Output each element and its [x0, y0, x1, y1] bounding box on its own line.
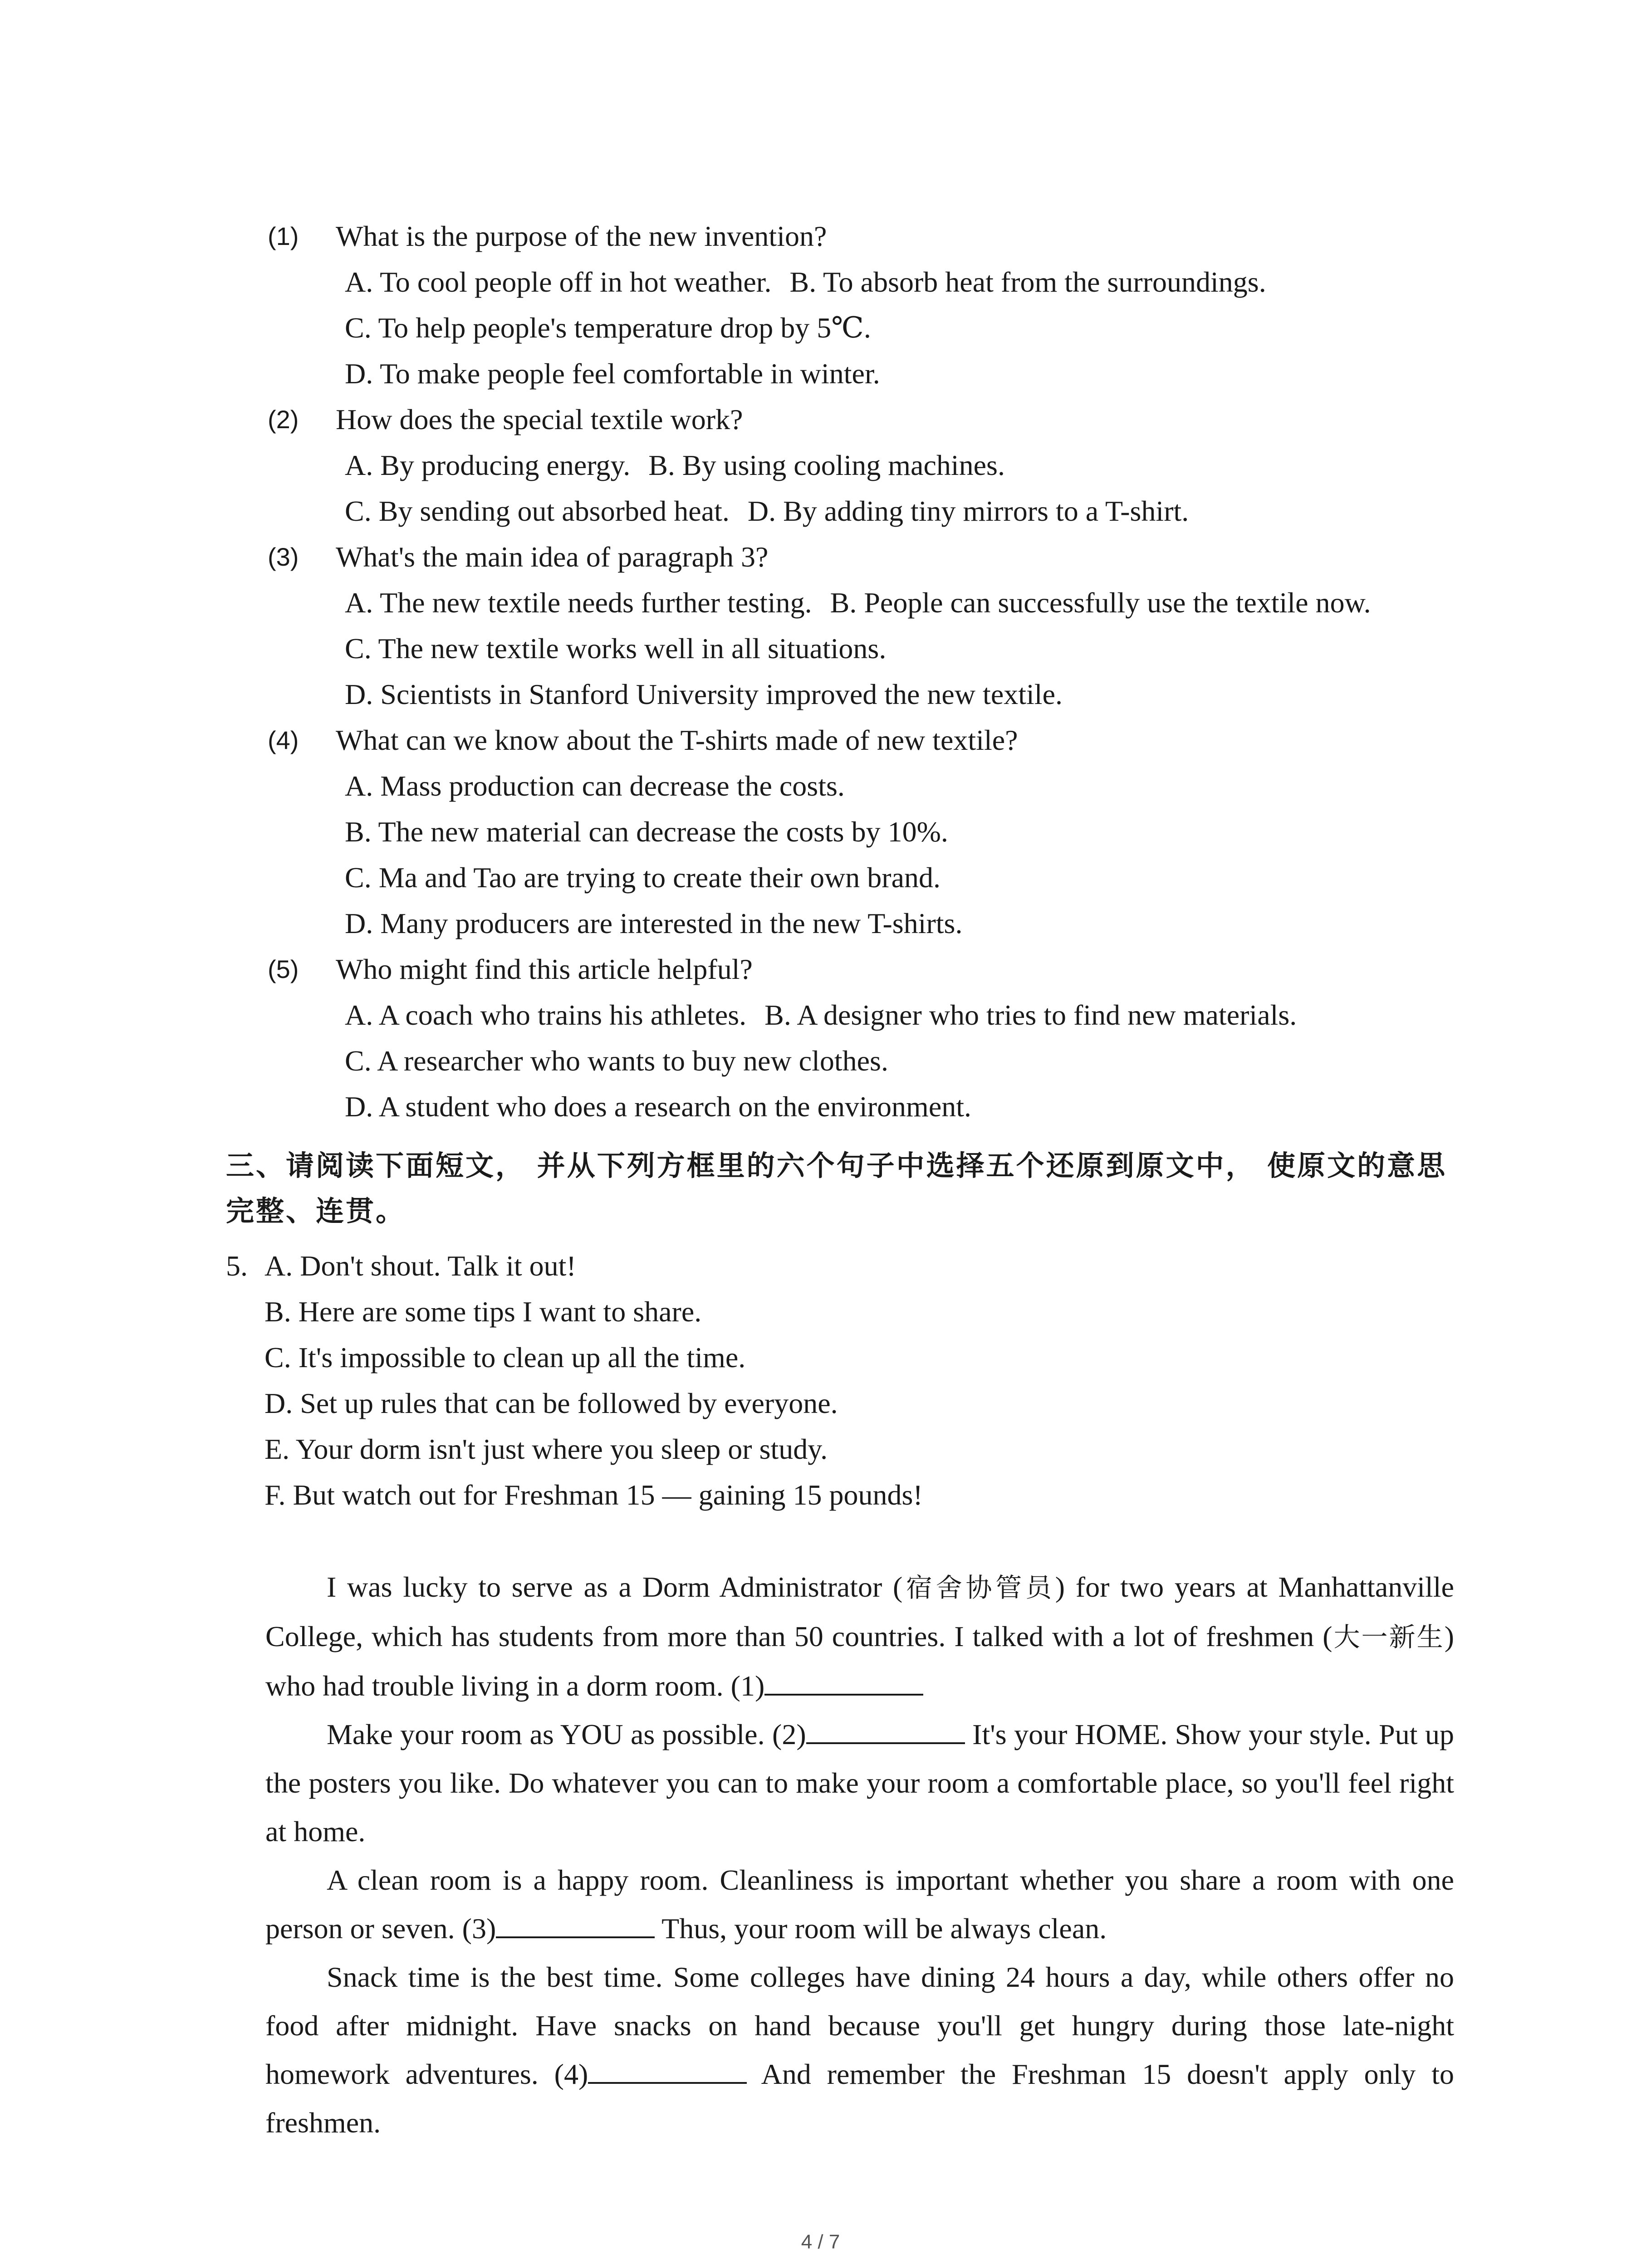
paragraph-4: Snack time is the best time. Some colleges have dining 24 hours a day, while others offer no food after midnight. Have snacks on hand because you'll get hungry during those late-night homework adventures. (4) And remember the Freshman 15 doesn't apply only to freshmen. — [265, 1961, 1455, 2139]
option-line — [268, 259, 1493, 305]
section-heading: 三、请阅读下面短文， 并从下列方框里的六个句子中选择五个还原到原文中， 使原文的意思完整、连贯。 — [226, 1149, 1447, 1227]
option-c: C. By sending out absorbed heat. — [345, 495, 730, 527]
option-line — [268, 671, 1493, 717]
reading-passage — [265, 1563, 1454, 2147]
option-line — [268, 488, 1493, 534]
option-b: B. A designer who tries to find new materials. — [764, 999, 1297, 1031]
paragraph-1: I was lucky to serve as a Dorm Administrator (宿舍协管员) for two years at Manhattanville College, which has students from more than 50 countries. I talked with a lot of freshmen (大一新生) who had trouble living in a dorm room. (1) — [265, 1571, 1454, 1702]
option-line — [268, 305, 1493, 351]
question-2 — [268, 396, 1493, 442]
option-line — [268, 855, 1493, 900]
option-c: C. Ma and Tao are trying to create their own brand. — [345, 861, 941, 894]
option-line — [268, 442, 1493, 488]
question-number: (1) — [268, 222, 299, 250]
choice-item: B. Here are some tips I want to share. — [265, 1295, 702, 1328]
option-line — [268, 1038, 1493, 1084]
option-d: D. To make people feel comfortable in winter. — [345, 357, 880, 390]
question-text: What is the purpose of the new invention? — [336, 220, 827, 252]
option-b: B. The new material can decrease the costs by 10%. — [345, 816, 948, 848]
question-4 — [268, 717, 1493, 763]
question-5 — [268, 946, 1493, 992]
option-a: A. By producing energy. — [345, 449, 631, 481]
question-text: How does the special textile work? — [336, 403, 743, 435]
question-number: (4) — [268, 726, 299, 754]
option-b: B. To absorb heat from the surroundings. — [789, 266, 1266, 298]
option-b: B. By using cooling machines. — [648, 449, 1005, 481]
choice-text: A. Don't shout. Talk it out! — [265, 1250, 576, 1282]
option-c: C. The new textile works well in all situations. — [345, 632, 887, 665]
option-line — [268, 1084, 1493, 1129]
question-list — [268, 213, 1493, 1129]
option-c: C. A researcher who wants to buy new clothes. — [345, 1045, 888, 1077]
option-a: A. Mass production can decrease the costs. — [345, 770, 845, 802]
option-line — [268, 626, 1493, 671]
question-number: (2) — [268, 405, 299, 434]
option-d: D. By adding tiny mirrors to a T-shirt. — [747, 495, 1189, 527]
option-line — [268, 351, 1493, 396]
option-d: D. Many producers are interested in the new T-shirts. — [345, 907, 963, 939]
option-d: D. Scientists in Stanford University improved the new textile. — [345, 678, 1063, 710]
choice-item — [226, 1243, 1451, 1289]
option-a: A. To cool people off in hot weather. — [345, 266, 772, 298]
question-3 — [268, 534, 1493, 580]
option-line — [268, 900, 1493, 946]
option-line — [268, 763, 1493, 809]
paragraph-3: A clean room is a happy room. Cleanliness is important whether you share a room with one person or seven. (3) Thus, your room will be always clean. — [265, 1864, 1454, 1945]
answer-blank-4[interactable] — [588, 2054, 747, 2084]
option-a: A. The new textile needs further testing. — [345, 587, 812, 619]
option-line — [268, 992, 1493, 1038]
item-number: 5. — [226, 1250, 248, 1282]
question-number: (3) — [268, 543, 299, 571]
question-number: (5) — [268, 955, 299, 983]
option-b: B. People can successfully use the textile now. — [830, 587, 1371, 619]
question-text: Who might find this article helpful? — [336, 953, 753, 985]
sentence-choices — [226, 1243, 1451, 1518]
answer-blank-1[interactable] — [764, 1666, 923, 1696]
choice-item: D. Set up rules that can be followed by everyone. — [265, 1387, 838, 1419]
question-1 — [268, 213, 1493, 259]
answer-blank-2[interactable] — [806, 1714, 965, 1744]
question-text: What's the main idea of paragraph 3? — [336, 541, 769, 573]
question-text: What can we know about the T-shirts made of new textile? — [336, 724, 1018, 756]
option-c: C. To help people's temperature drop by 5℃. — [345, 312, 871, 344]
choice-item: F. But watch out for Freshman 15 — gaining 15 pounds! — [265, 1479, 923, 1511]
option-line — [268, 809, 1493, 855]
answer-blank-3[interactable] — [496, 1908, 655, 1938]
option-d: D. A student who does a research on the environment. — [345, 1090, 971, 1123]
choice-item: E. Your dorm isn't just where you sleep or study. — [265, 1433, 828, 1465]
option-a: A. A coach who trains his athletes. — [345, 999, 747, 1031]
choice-item: C. It's impossible to clean up all the time. — [265, 1341, 746, 1374]
paragraph-2: Make your room as YOU as possible. (2) It's your HOME. Show your style. Put up the posters you like. Do whatever you can to make your room a comfortable place, so you'll feel right at home. — [265, 1710, 1454, 1856]
option-line — [268, 580, 1493, 626]
page-number: 4 / 7 — [801, 2231, 840, 2253]
